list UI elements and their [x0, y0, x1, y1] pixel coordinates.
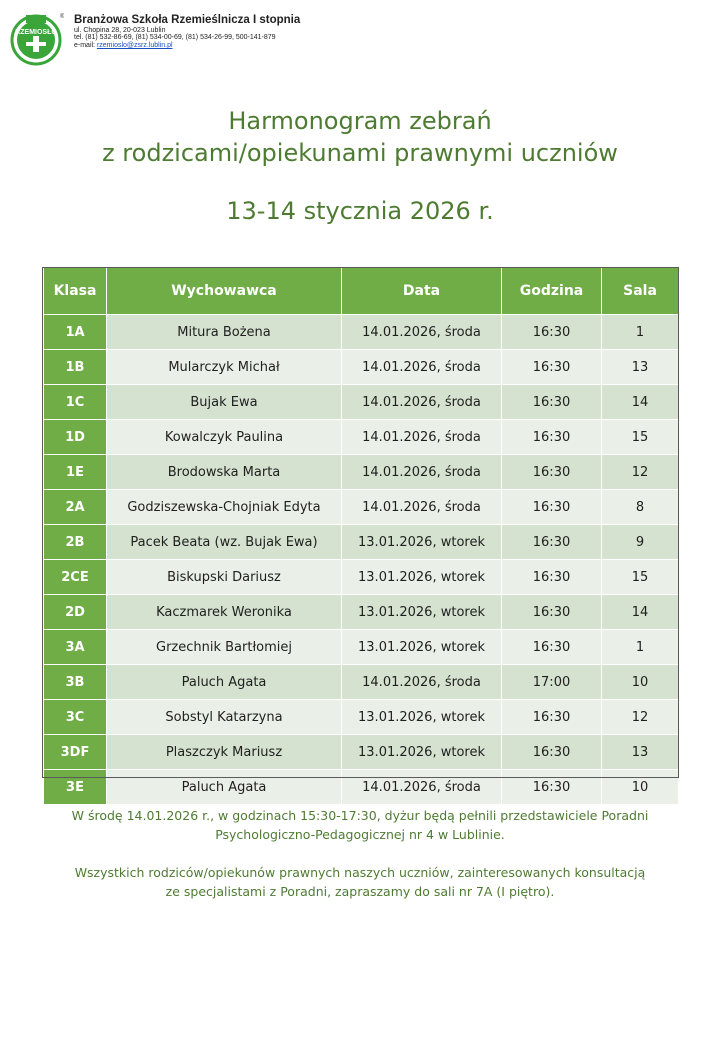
cell-godzina: 17:00	[502, 665, 602, 700]
title-line-1: Harmonogram zebrań	[228, 107, 492, 135]
header-klasa: Klasa	[44, 268, 107, 315]
cell-data: 13.01.2026, wtorek	[342, 525, 502, 560]
header-godzina: Godzina	[502, 268, 602, 315]
table-row	[44, 560, 679, 595]
cell-wychowawca: Plaszczyk Mariusz	[107, 735, 342, 770]
cell-godzina: 16:30	[502, 735, 602, 770]
table-row	[44, 630, 679, 665]
table-row	[44, 665, 679, 700]
email-link[interactable]: rzemioslo@zsrz.lublin.pl	[96, 42, 173, 50]
cell-data: 14.01.2026, środa	[342, 385, 502, 420]
cell-sala: 9	[602, 525, 679, 560]
table-row	[44, 315, 679, 350]
logo-text: RZEMIOSŁO	[15, 29, 57, 36]
cell-godzina: 16:30	[502, 770, 602, 805]
cell-klasa: 3B	[44, 665, 107, 700]
cell-wychowawca: Mularczyk Michał	[107, 350, 342, 385]
title-line-2: z rodzicami/opiekunami prawnymi uczniów	[102, 139, 618, 167]
cell-data: 14.01.2026, środa	[342, 420, 502, 455]
cell-wychowawca: Sobstyl Katarzyna	[107, 700, 342, 735]
cell-wychowawca: Paluch Agata	[107, 665, 342, 700]
table-row	[44, 595, 679, 630]
cell-klasa: 3C	[44, 700, 107, 735]
note-2-line-1: Wszystkich rodziców/opiekunów prawnych naszych uczniów, zainteresowanych konsultacją	[74, 865, 646, 880]
cell-wychowawca: Paluch Agata	[107, 770, 342, 805]
cell-data: 13.01.2026, wtorek	[342, 595, 502, 630]
cell-godzina: 16:30	[502, 350, 602, 385]
cell-klasa: 1E	[44, 455, 107, 490]
table-row	[44, 350, 679, 385]
table-row	[44, 455, 679, 490]
cell-klasa: 1A	[44, 315, 107, 350]
table-row	[44, 525, 679, 560]
cell-wychowawca: Biskupski Dariusz	[107, 560, 342, 595]
table-row	[44, 735, 679, 770]
table-row	[44, 700, 679, 735]
cell-godzina: 16:30	[502, 385, 602, 420]
cell-godzina: 16:30	[502, 595, 602, 630]
cell-wychowawca: Brodowska Marta	[107, 455, 342, 490]
cell-data: 14.01.2026, środa	[342, 315, 502, 350]
cell-sala: 1	[602, 315, 679, 350]
cell-data: 13.01.2026, wtorek	[342, 630, 502, 665]
cell-data: 13.01.2026, wtorek	[342, 735, 502, 770]
page-title	[0, 105, 720, 225]
header-sala: Sala	[602, 268, 679, 315]
cell-data: 14.01.2026, środa	[342, 665, 502, 700]
cell-klasa: 2B	[44, 525, 107, 560]
cell-wychowawca: Pacek Beata (wz. Bujak Ewa)	[107, 525, 342, 560]
schedule-table	[43, 268, 679, 805]
cell-sala: 13	[602, 735, 679, 770]
cell-data: 13.01.2026, wtorek	[342, 700, 502, 735]
cell-data: 13.01.2026, wtorek	[342, 560, 502, 595]
cell-godzina: 16:30	[502, 630, 602, 665]
meeting-dates: 13-14 stycznia 2026 r.	[226, 197, 494, 225]
email-label: e-mail:	[74, 42, 97, 50]
table-row	[44, 420, 679, 455]
table-row	[44, 490, 679, 525]
cell-sala: 14	[602, 385, 679, 420]
table-header-row	[44, 268, 679, 315]
note-invitation	[0, 863, 720, 901]
note-1-line-2: Psychologiczno-Pedagogicznej nr 4 w Lublinie.	[215, 827, 505, 842]
cell-klasa: 1C	[44, 385, 107, 420]
cell-godzina: 16:30	[502, 560, 602, 595]
header-wychowawca: Wychowawca	[107, 268, 342, 315]
cell-klasa: 3A	[44, 630, 107, 665]
cell-godzina: 16:30	[502, 315, 602, 350]
cell-godzina: 16:30	[502, 420, 602, 455]
header-data: Data	[342, 268, 502, 315]
cell-godzina: 16:30	[502, 455, 602, 490]
logo-registered-mark: ®	[60, 14, 64, 20]
table-body	[44, 315, 679, 805]
note-2-line-2: ze specjalistami z Poradni, zapraszamy do sali nr 7A (I piętro).	[165, 884, 555, 899]
letterhead	[8, 8, 368, 68]
cell-data: 14.01.2026, środa	[342, 455, 502, 490]
school-address: ul. Chopina 28, 20-023 Lublin	[74, 26, 166, 34]
school-info	[74, 14, 300, 50]
cell-wychowawca: Grzechnik Bartłomiej	[107, 630, 342, 665]
cell-wychowawca: Godziszewska-Chojniak Edyta	[107, 490, 342, 525]
note-counselling-duty	[0, 806, 720, 844]
school-name: Branżowa Szkoła Rzemieślnicza I stopnia	[74, 14, 301, 26]
cell-klasa: 2A	[44, 490, 107, 525]
cell-wychowawca: Kaczmarek Weronika	[107, 595, 342, 630]
cell-godzina: 16:30	[502, 525, 602, 560]
cell-sala: 8	[602, 490, 679, 525]
cell-klasa: 1B	[44, 350, 107, 385]
cell-klasa: 2CE	[44, 560, 107, 595]
school-email-line	[74, 42, 300, 50]
cell-klasa: 2D	[44, 595, 107, 630]
cell-klasa: 3DF	[44, 735, 107, 770]
cell-data: 14.01.2026, środa	[342, 490, 502, 525]
cell-wychowawca: Mitura Bożena	[107, 315, 342, 350]
cell-sala: 10	[602, 770, 679, 805]
cell-data: 14.01.2026, środa	[342, 350, 502, 385]
cell-godzina: 16:30	[502, 700, 602, 735]
cell-klasa: 3E	[44, 770, 107, 805]
cell-klasa: 1D	[44, 420, 107, 455]
note-1-line-1: W środę 14.01.2026 r., w godzinach 15:30-17:30, dyżur będą pełnili przedstawiciele Poradni	[71, 808, 649, 823]
cell-sala: 15	[602, 420, 679, 455]
cell-sala: 1	[602, 630, 679, 665]
cell-sala: 10	[602, 665, 679, 700]
table-row	[44, 770, 679, 805]
cell-godzina: 16:30	[502, 490, 602, 525]
cell-sala: 12	[602, 700, 679, 735]
school-phones: tel. (81) 532-86-69, (81) 534-00-69, (81) 534-26-99, 500-141-879	[74, 34, 276, 42]
table-row	[44, 385, 679, 420]
school-logo	[8, 10, 64, 66]
cell-sala: 14	[602, 595, 679, 630]
cell-wychowawca: Bujak Ewa	[107, 385, 342, 420]
cell-data: 14.01.2026, środa	[342, 770, 502, 805]
cell-sala: 12	[602, 455, 679, 490]
cell-wychowawca: Kowalczyk Paulina	[107, 420, 342, 455]
cell-sala: 15	[602, 560, 679, 595]
notes	[0, 806, 720, 920]
cell-sala: 13	[602, 350, 679, 385]
